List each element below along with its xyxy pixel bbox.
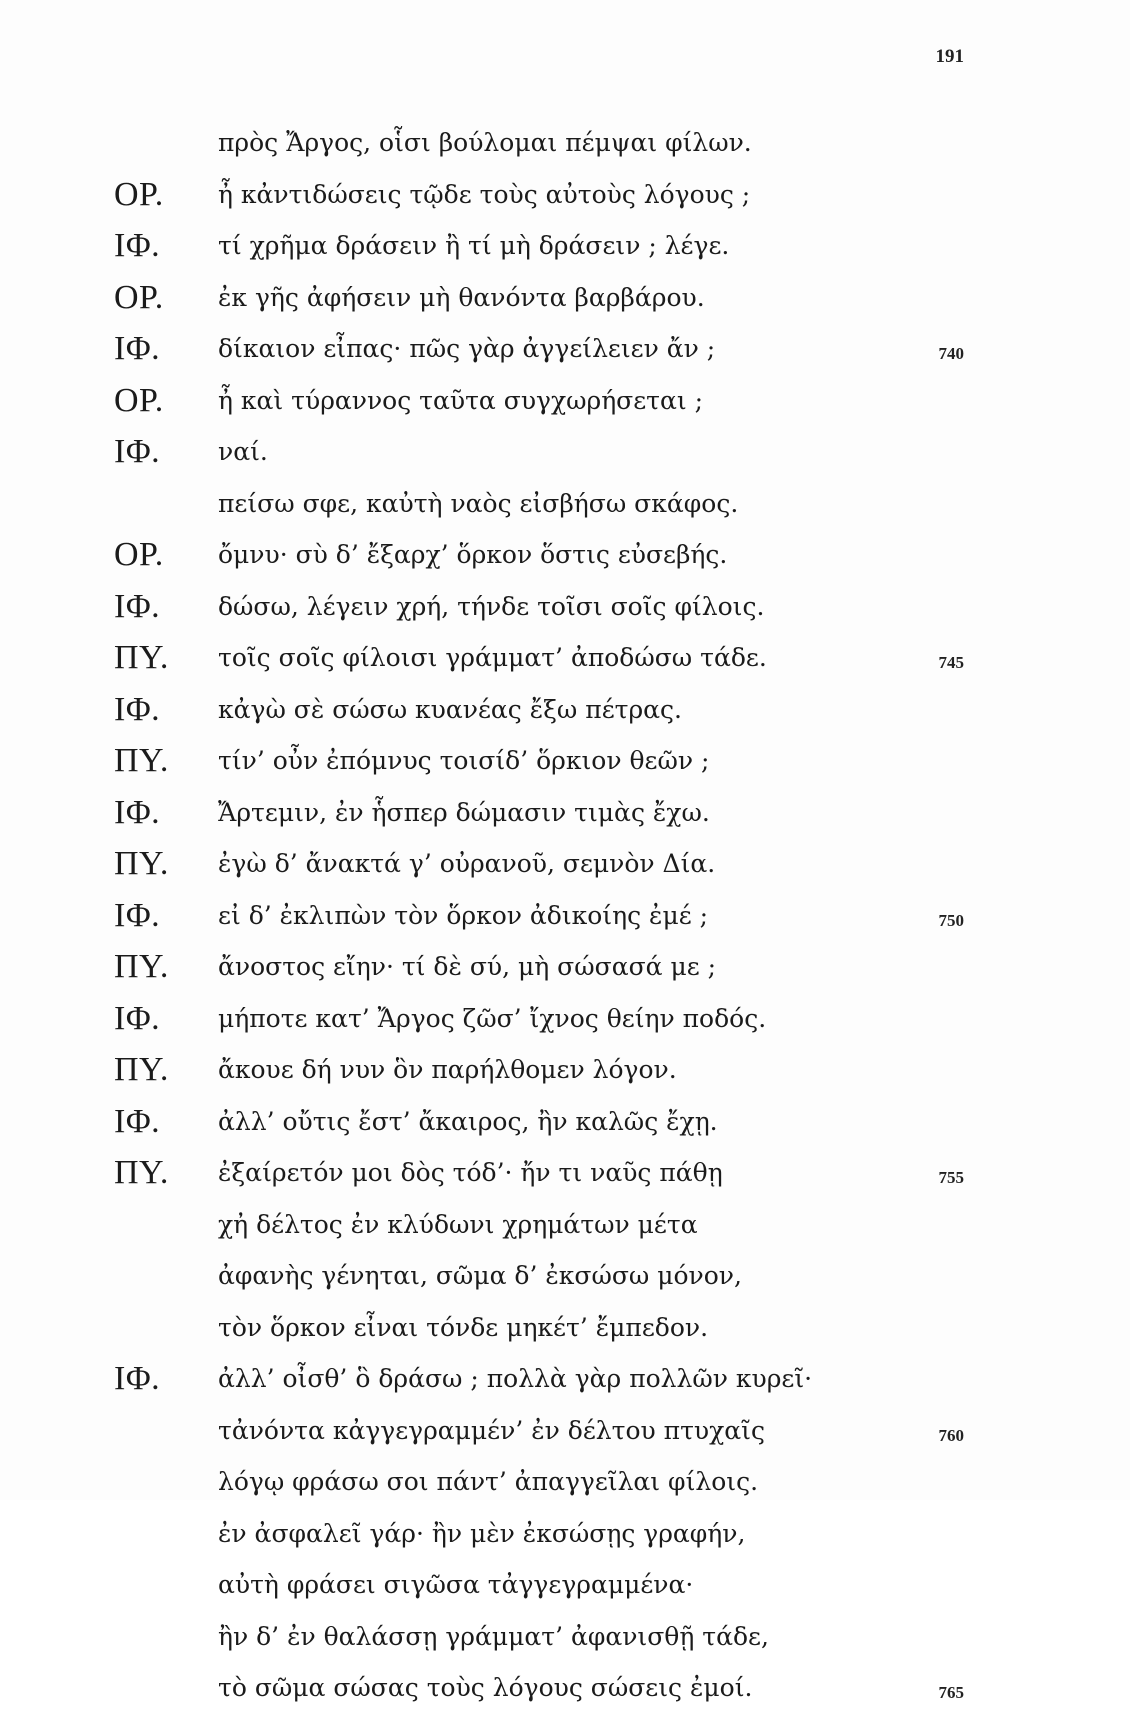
verse-text: ἐγὼ δ’ ἄνακτά γ’ οὐρανοῦ, σεμνὸν Δία. <box>218 849 716 878</box>
verse-text: ἢν δ’ ἐν θαλάσσῃ γράμματ’ ἀφανισθῇ τάδε, <box>218 1621 769 1651</box>
verse-text: ἦ καὶ τύραννος ταῦτα συγχωρήσεται ; <box>218 385 704 415</box>
verse-text: πείσω σφε, καὐτὴ ναὸς εἰσβήσω σκάφος. <box>218 488 739 518</box>
verse-text: ἐκ γῆς ἀφήσειν μὴ θανόντα βαρβάρου. <box>218 282 705 312</box>
verse-line <box>0 1099 1130 1151</box>
verse-line <box>0 532 1130 584</box>
speaker-label: ΙΦ. <box>114 793 161 831</box>
line-number: 740 <box>938 344 964 363</box>
verse-line <box>0 584 1130 636</box>
verse-line <box>0 223 1130 275</box>
verse-text: ἄνοστος εἴην· τί δὲ σύ, μὴ σώσασά με ; <box>218 952 717 981</box>
verse-text: τὸν ὅρκον εἶναι τόνδε μηκέτ’ ἔμπεδον. <box>218 1312 709 1342</box>
verse-text: χἠ δέλτος ἐν κλύδωνι χρημάτων μέτα <box>218 1209 698 1239</box>
verse-line <box>0 481 1130 533</box>
verse-text: Ἄρτεμιν, ἐν ἧσπερ δώμασιν τιμὰς ἔχω. <box>218 797 710 827</box>
verse-line <box>0 738 1130 790</box>
verse-text: μήποτε κατ’ Ἄργος ζῶσ’ ἴχνος θείην ποδός. <box>218 1003 767 1033</box>
verse-text: δίκαιον εἶπας· πῶς γὰρ ἀγγείλειεν ἄν ; <box>218 334 716 363</box>
verse-text: τἀνόντα κἀγγεγραμμέν’ ἐν δέλτου πτυχαῖς <box>218 1415 765 1445</box>
verse-text: τίν’ οὖν ἐπόμνυς τοισίδ’ ὅρκιον θεῶν ; <box>218 746 710 775</box>
speaker-label: ΙΦ. <box>114 896 161 934</box>
speaker-label: ΠΥ. <box>114 639 169 676</box>
verse-line <box>0 172 1130 224</box>
speaker-label: ΟΡ. <box>114 175 164 213</box>
verse-line <box>0 1562 1130 1614</box>
verse-text: ναί. <box>218 437 268 466</box>
speaker-label: ΟΡ. <box>114 278 164 316</box>
speaker-label: ΙΦ. <box>114 1102 161 1140</box>
verse-line <box>0 996 1130 1048</box>
verse-text: ἀφανὴς γένηται, σῶμα δ’ ἐκσώσω μόνον, <box>218 1261 742 1290</box>
verse-line <box>0 1253 1130 1305</box>
line-number: 750 <box>938 910 964 930</box>
verse-line <box>0 687 1130 739</box>
verse-text: ἐν ἀσφαλεῖ γάρ· ἢν μὲν ἐκσώσῃς γραφήν, <box>218 1518 746 1548</box>
speaker-label: ΠΥ. <box>114 1051 169 1088</box>
verse-line <box>0 378 1130 430</box>
verse-line <box>0 1511 1130 1563</box>
verse-line <box>0 893 1130 945</box>
line-number: 765 <box>938 1683 964 1702</box>
verse-text: αὐτὴ φράσει σιγῶσα τἀγγεγραμμένα· <box>218 1570 694 1599</box>
verse-text: ἄκουε δή νυν ὃν παρήλθομεν λόγον. <box>218 1055 677 1084</box>
speaker-label: ΙΦ. <box>114 433 161 470</box>
verse-text: τὸ σῶμα σώσας τοὺς λόγους σώσεις ἐμοί. <box>218 1673 753 1702</box>
line-number: 755 <box>938 1168 964 1187</box>
verse-text: ὄμνυ· σὺ δ’ ἔξαρχ’ ὅρκον ὅστις εὐσεβής. <box>218 540 728 569</box>
line-number: 760 <box>938 1425 964 1445</box>
speaker-label: ΠΥ. <box>114 845 169 882</box>
verse-line <box>0 275 1130 327</box>
speaker-label: ΠΥ. <box>114 948 169 985</box>
verse-line <box>0 1150 1130 1202</box>
speaker-label: ΙΦ. <box>114 330 161 367</box>
verse-text: τοῖς σοῖς φίλοισι γράμματ’ ἀποδώσω τάδε. <box>218 643 767 672</box>
line-number: 745 <box>938 653 964 672</box>
verse-text: λόγῳ φράσω σοι πάντ’ ἀπαγγεῖλαι φίλοις. <box>218 1467 759 1496</box>
verse-text: ἀλλ’ οὔτις ἔστ’ ἄκαιρος, ἢν καλῶς ἔχῃ. <box>218 1106 718 1136</box>
verse-text: ἦ κἀντιδώσεις τῷδε τοὺς αὐτοὺς λόγους ; <box>218 179 751 209</box>
verse-text: δώσω, λέγειν χρή, τήνδε τοῖσι σοῖς φίλοις. <box>218 591 765 621</box>
verse-text: πρὸς Ἄργος, οἷσι βούλομαι πέμψαι φίλων. <box>218 128 752 157</box>
verse-line <box>0 429 1130 481</box>
verse-text: ἐξαίρετόν μοι δὸς τόδ’· ἤν τι ναῦς πάθῃ <box>218 1158 723 1187</box>
verse-line <box>0 326 1130 378</box>
verse-line <box>0 790 1130 842</box>
speaker-label: ΙΦ. <box>114 999 161 1037</box>
verse-line <box>0 841 1130 893</box>
verse-line <box>0 1305 1130 1357</box>
verse-text: κἀγὼ σὲ σώσω κυανέας ἔξω πέτρας. <box>218 694 683 724</box>
verse-line <box>0 944 1130 996</box>
verse-line <box>0 1356 1130 1408</box>
verse-block <box>0 120 1130 1717</box>
speaker-label: ΙΦ. <box>114 587 161 625</box>
verse-line <box>0 1202 1130 1254</box>
speaker-label: ΠΥ. <box>114 742 169 779</box>
verse-text: ἀλλ’ οἶσθ’ ὃ δράσω ; πολλὰ γὰρ πολλῶν κυρεῖ· <box>218 1364 813 1393</box>
verse-line <box>0 1665 1130 1717</box>
verse-line <box>0 1459 1130 1511</box>
speaker-label: ΠΥ. <box>114 1154 169 1191</box>
speaker-label: ΙΦ. <box>114 227 161 264</box>
verse-text: τί χρῆμα δράσειν ἢ τί μὴ δράσειν ; λέγε. <box>218 231 730 260</box>
verse-line <box>0 120 1130 172</box>
verse-line <box>0 1408 1130 1460</box>
speaker-label: ΙΦ. <box>114 1360 161 1397</box>
speaker-label: ΟΡ. <box>114 536 164 573</box>
page-number: 191 <box>935 46 964 67</box>
verse-line <box>0 635 1130 687</box>
verse-line <box>0 1614 1130 1666</box>
speaker-label: ΙΦ. <box>114 690 161 728</box>
verse-text: εἰ δ’ ἐκλιπὼν τὸν ὅρκον ἀδικοίης ἐμέ ; <box>218 900 709 930</box>
speaker-label: ΟΡ. <box>114 381 164 419</box>
verse-line <box>0 1047 1130 1099</box>
